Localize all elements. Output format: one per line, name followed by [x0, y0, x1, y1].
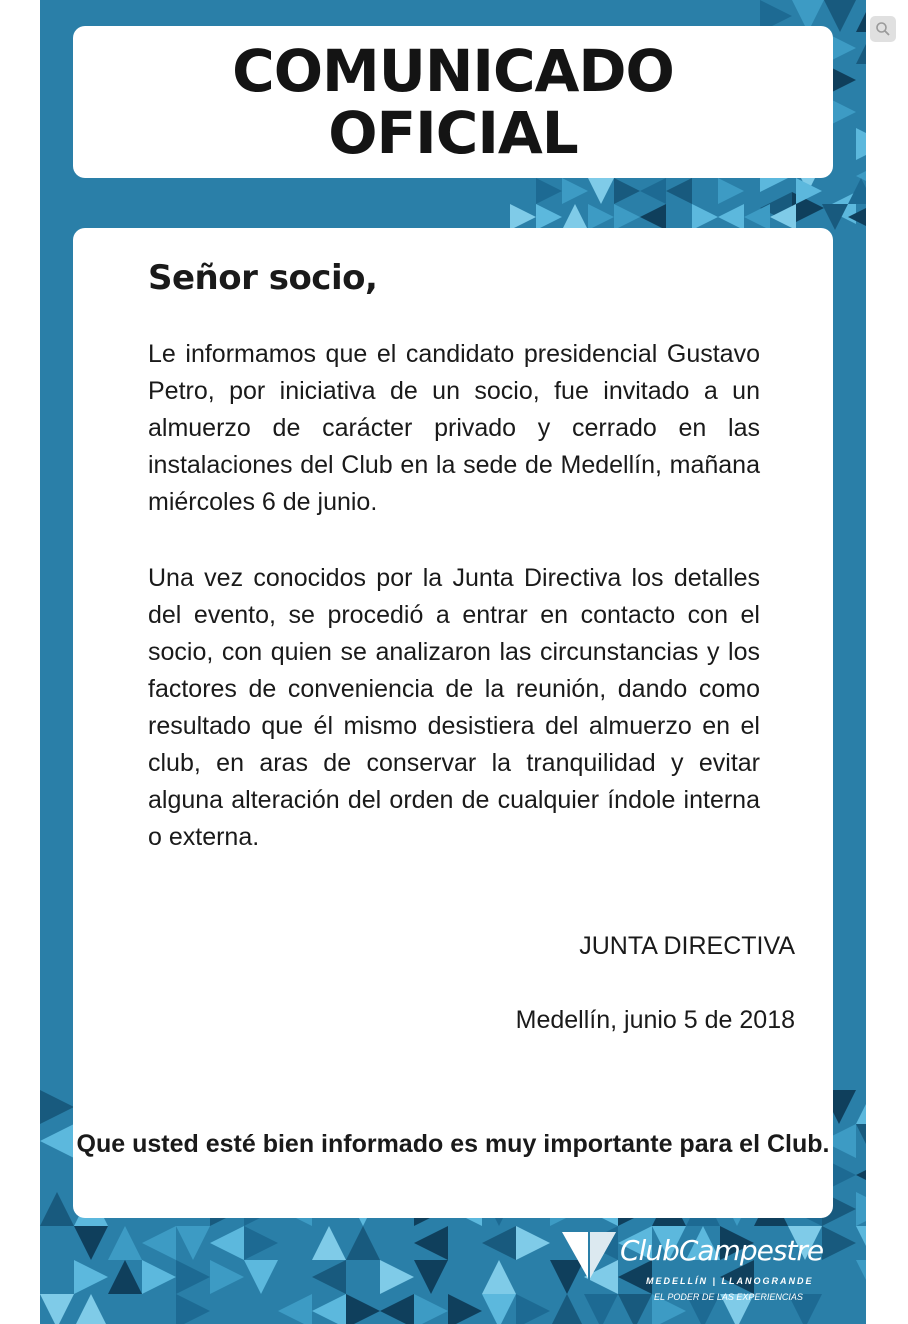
pattern-triangle	[482, 1226, 516, 1260]
pattern-triangle	[856, 1124, 866, 1158]
logo-tagline: EL PODER DE LAS EXPERIENCIAS	[654, 1292, 803, 1302]
pattern-triangle	[614, 178, 640, 204]
pattern-triangle	[516, 1294, 550, 1324]
announcement-poster	[40, 0, 866, 1324]
pattern-triangle	[562, 204, 588, 230]
pattern-triangle	[640, 178, 666, 204]
pattern-triangle	[142, 1226, 176, 1260]
greeting: Señor socio,	[148, 258, 378, 298]
pattern-triangle	[666, 178, 692, 204]
pattern-triangle	[744, 204, 770, 230]
paragraph-1: Le informamos que el candidato presidencial Gustavo Petro, por iniciativa de un socio, fue invitado a un almuerzo de carácter privado y cerrado en las instalaciones del Club en la sede de Medellín, mañana miércoles 6 de junio.	[148, 340, 760, 516]
pattern-triangle	[176, 1226, 210, 1260]
pattern-triangle	[414, 1260, 448, 1294]
title-line-1: COMUNICADO	[232, 37, 674, 105]
signature: JUNTA DIRECTIVA	[579, 932, 795, 960]
pattern-triangle	[562, 178, 588, 204]
pattern-triangle	[856, 0, 866, 32]
pattern-triangle	[380, 1294, 414, 1324]
pattern-triangle	[848, 178, 866, 204]
pattern-triangle	[856, 32, 866, 64]
pattern-triangle	[176, 1260, 210, 1294]
pattern-triangle	[640, 204, 666, 230]
header-panel	[73, 26, 833, 178]
pattern-triangle	[346, 1226, 380, 1260]
pattern-triangle	[510, 204, 536, 230]
pattern-triangle	[856, 128, 866, 160]
pattern-triangle	[108, 1226, 142, 1260]
pattern-triangle	[74, 1294, 108, 1324]
pattern-triangle	[516, 1226, 550, 1260]
pattern-triangle	[74, 1260, 108, 1294]
pattern-triangle	[856, 1192, 866, 1226]
logo-name: ClubCampestre	[620, 1234, 824, 1267]
pattern-triangle	[718, 204, 744, 230]
pattern-triangle	[718, 178, 744, 204]
pattern-triangle	[856, 1090, 866, 1124]
pattern-triangle	[278, 1294, 312, 1324]
pattern-triangle	[482, 1294, 516, 1324]
pattern-triangle	[312, 1294, 346, 1324]
pattern-triangle	[40, 1294, 74, 1324]
pattern-triangle	[414, 1226, 448, 1260]
pattern-triangle	[856, 1158, 866, 1192]
pattern-triangle	[588, 204, 614, 230]
pattern-triangle	[448, 1294, 482, 1324]
pattern-triangle	[856, 1226, 866, 1260]
title-line-2: OFICIAL	[328, 99, 578, 167]
pattern-triangle	[210, 1260, 244, 1294]
pattern-triangle	[692, 204, 718, 230]
pattern-triangle	[414, 1294, 448, 1324]
pattern-triangle	[536, 204, 562, 230]
pattern-triangle	[614, 204, 640, 230]
pattern-triangle	[824, 0, 856, 32]
pattern-triangle	[40, 1192, 74, 1226]
letter-panel	[73, 228, 833, 1218]
logo-locations: MEDELLÍN | LLANOGRANDE	[646, 1276, 814, 1286]
pattern-triangle	[588, 178, 614, 204]
pattern-triangle	[142, 1260, 176, 1294]
closing-message: Que usted esté bien informado es muy importante para el Club.	[76, 1130, 830, 1158]
pattern-triangle	[312, 1226, 346, 1260]
pattern-triangle	[40, 1090, 74, 1124]
pattern-triangle	[108, 1260, 142, 1294]
pattern-triangle	[40, 1124, 74, 1158]
pattern-triangle	[380, 1260, 414, 1294]
pattern-triangle	[210, 1226, 244, 1260]
pattern-triangle	[346, 1294, 380, 1324]
pattern-triangle	[74, 1226, 108, 1260]
pattern-triangle	[244, 1226, 278, 1260]
pattern-triangle	[482, 1260, 516, 1294]
paragraph-2: Una vez conocidos por la Junta Directiva los detalles del evento, se procedió a entrar en contacto con el socio, con quien se analizaron las circunstancias y los factores de conveniencia de la reunión, dando como resultado que él mismo desistiera del almuerzo en el club, en aras de conservar la tranquilidad y evitar alguna alteración del orden de cualquier índole interna o externa.	[148, 564, 760, 851]
pattern-triangle	[176, 1294, 210, 1324]
date-line: Medellín, junio 5 de 2018	[515, 1006, 795, 1034]
club-campestre-logo	[556, 1226, 856, 1316]
pattern-triangle	[856, 1260, 866, 1294]
pattern-triangle	[536, 178, 562, 204]
pattern-triangle	[312, 1260, 346, 1294]
logo-triangle-icon	[560, 1226, 618, 1284]
magnifier-icon[interactable]	[870, 16, 896, 42]
pattern-triangle	[244, 1260, 278, 1294]
